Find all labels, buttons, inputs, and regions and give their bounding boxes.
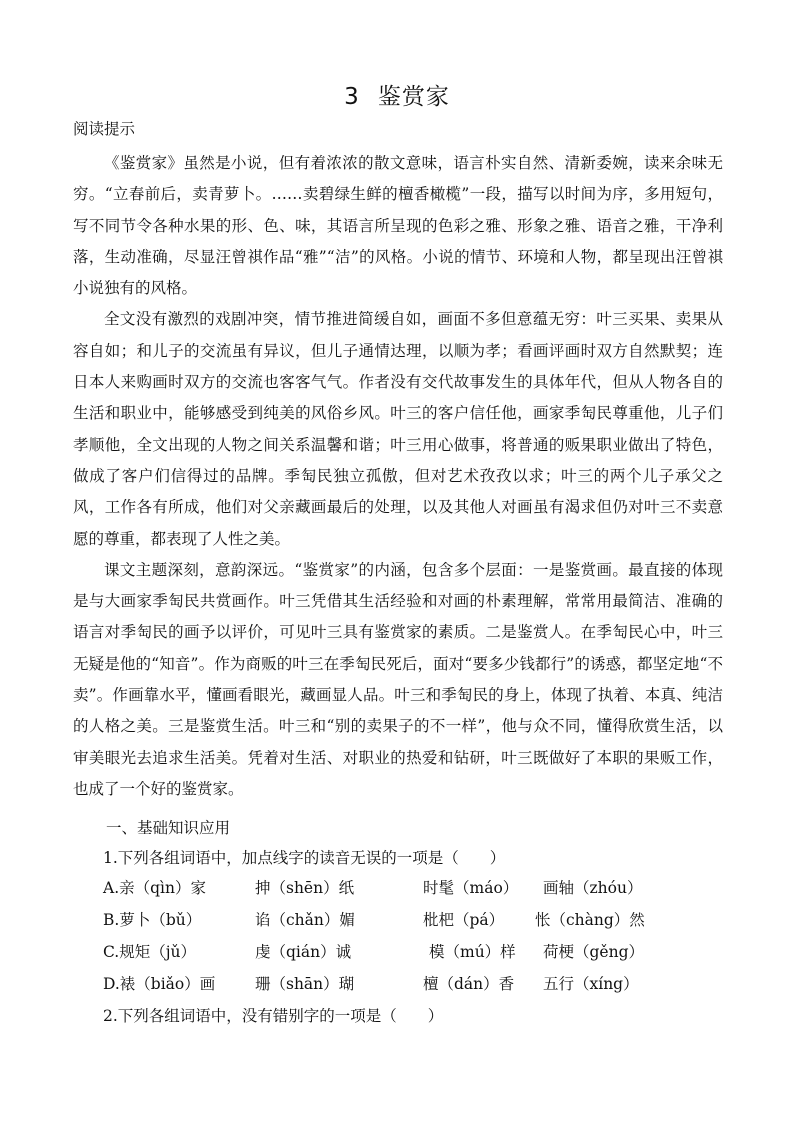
paragraph-2: 全文没有激烈的戏剧冲突，情节推进简缓自如，画面不多但意蕴无穷：叶三买果、卖果从容自如；和儿子的交流虽有异议，但儿子通情达理，以顺为孝；看画评画时双方自然默契；连日本人来购画时双方的交流也客客气气。作者没有交代故事发生的具体年代，但从人物各自的生活和职业中，能够感受到纯美的风俗乡风。叶三的客户信任他，画家季匋民尊重他，儿子们孝顺他，全文出现的人物之间关系温馨和谐；叶三用心做事，将普通的贩果职业做出了特色，做成了客户们信得过的品牌。季匋民独立孤傲，但对艺术孜孜以求；叶三的两个儿子承父之风，工作各有所成，他们对父亲藏画最后的处理，以及其他人对画虽有渴求但仍对叶三不卖意愿的尊重，都表现了人性之美。 [73,310,723,548]
section-heading: 一、基础知识应用 [106,819,231,837]
lesson-number: 3 [344,84,360,110]
option-d-item-4: 五行（xíng） [543,975,639,993]
reading-hint-heading: 阅读提示 [73,120,136,138]
option-b [103,908,743,932]
option-d-item-3: 檀（dán）香 [423,975,515,993]
option-d-item-1: D.裱（biǎo）画 [103,975,216,993]
option-c-item-4: 荷梗（gěng） [543,943,645,961]
option-a-item-2: 抻（shēn）纸 [255,879,355,897]
option-b-item-1: B.萝卜（bǔ） [103,911,202,929]
option-a-item-1: A.亲（qìn）家 [103,879,206,897]
option-d [103,972,743,996]
question-2: 2.下列各组词语中，没有错别字的一项是（ ） [103,1007,444,1025]
option-a-item-4: 画轴（zhóu） [543,879,643,897]
lesson-title: 鉴赏家 [377,84,450,110]
option-a-item-3: 时髦（máo） [423,879,519,897]
option-c-item-3: 模（mú）样 [429,943,516,961]
question-1: 1.下列各组词语中，加点线字的读音无误的一项是（ ） [103,849,506,867]
option-d-item-2: 珊（shān）瑚 [255,975,355,993]
option-b-item-4: 怅（chàng）然 [535,911,645,929]
reading-hint-body [73,148,723,805]
option-c [103,940,743,964]
option-a [103,876,743,900]
option-c-item-2: 虔（qián）诚 [255,943,352,961]
paragraph-3: 课文主题深刻，意韵深远。“鉴赏家”的内涵，包含多个层面：一是鉴赏画。最直接的体现是与大画家季匋民共赏画作。叶三凭借其生活经验和对画的朴素理解，常常用最简洁、准确的语言对季匋民的画予以评价，可见叶三具有鉴赏家的素质。二是鉴赏人。在季匋民心中，叶三无疑是他的“知音”。作为商贩的叶三在季匋民死后，面对“要多少钱都行”的诱惑，都坚定地“不卖”。作画靠水平，懂画看眼光，藏画显人品。叶三和季匋民的身上，体现了执着、本真、纯洁的人格之美。三是鉴赏生活。叶三和“别的卖果子的不一样”，他与众不同，懂得欣赏生活，以审美眼光去追求生活美。凭着对生活、对职业的热爱和钻研，叶三既做好了本职的果贩工作，也成了一个好的鉴赏家。 [73,560,723,798]
paragraph-1: 《鉴赏家》虽然是小说，但有着浓浓的散文意味，语言朴实自然、清新委婉，读来余味无穷。“立春前后，卖青萝卜。……卖碧绿生鲜的檀香橄榄”一段，描写以时间为序，多用短句，写不同节令各种水果的形、色、味，其语言所呈现的色彩之雅、形象之雅、语音之雅，干净利落，生动准确，尽显汪曾祺作品“雅”“洁”的风格。小说的情节、环境和人物，都呈现出汪曾祺小说独有的风格。 [73,154,723,298]
page-title [0,78,794,111]
option-b-item-2: 谄（chǎn）媚 [255,911,355,929]
option-b-item-3: 枇杷（pá） [423,911,505,929]
option-c-item-1: C.规矩（jǔ） [103,943,197,961]
